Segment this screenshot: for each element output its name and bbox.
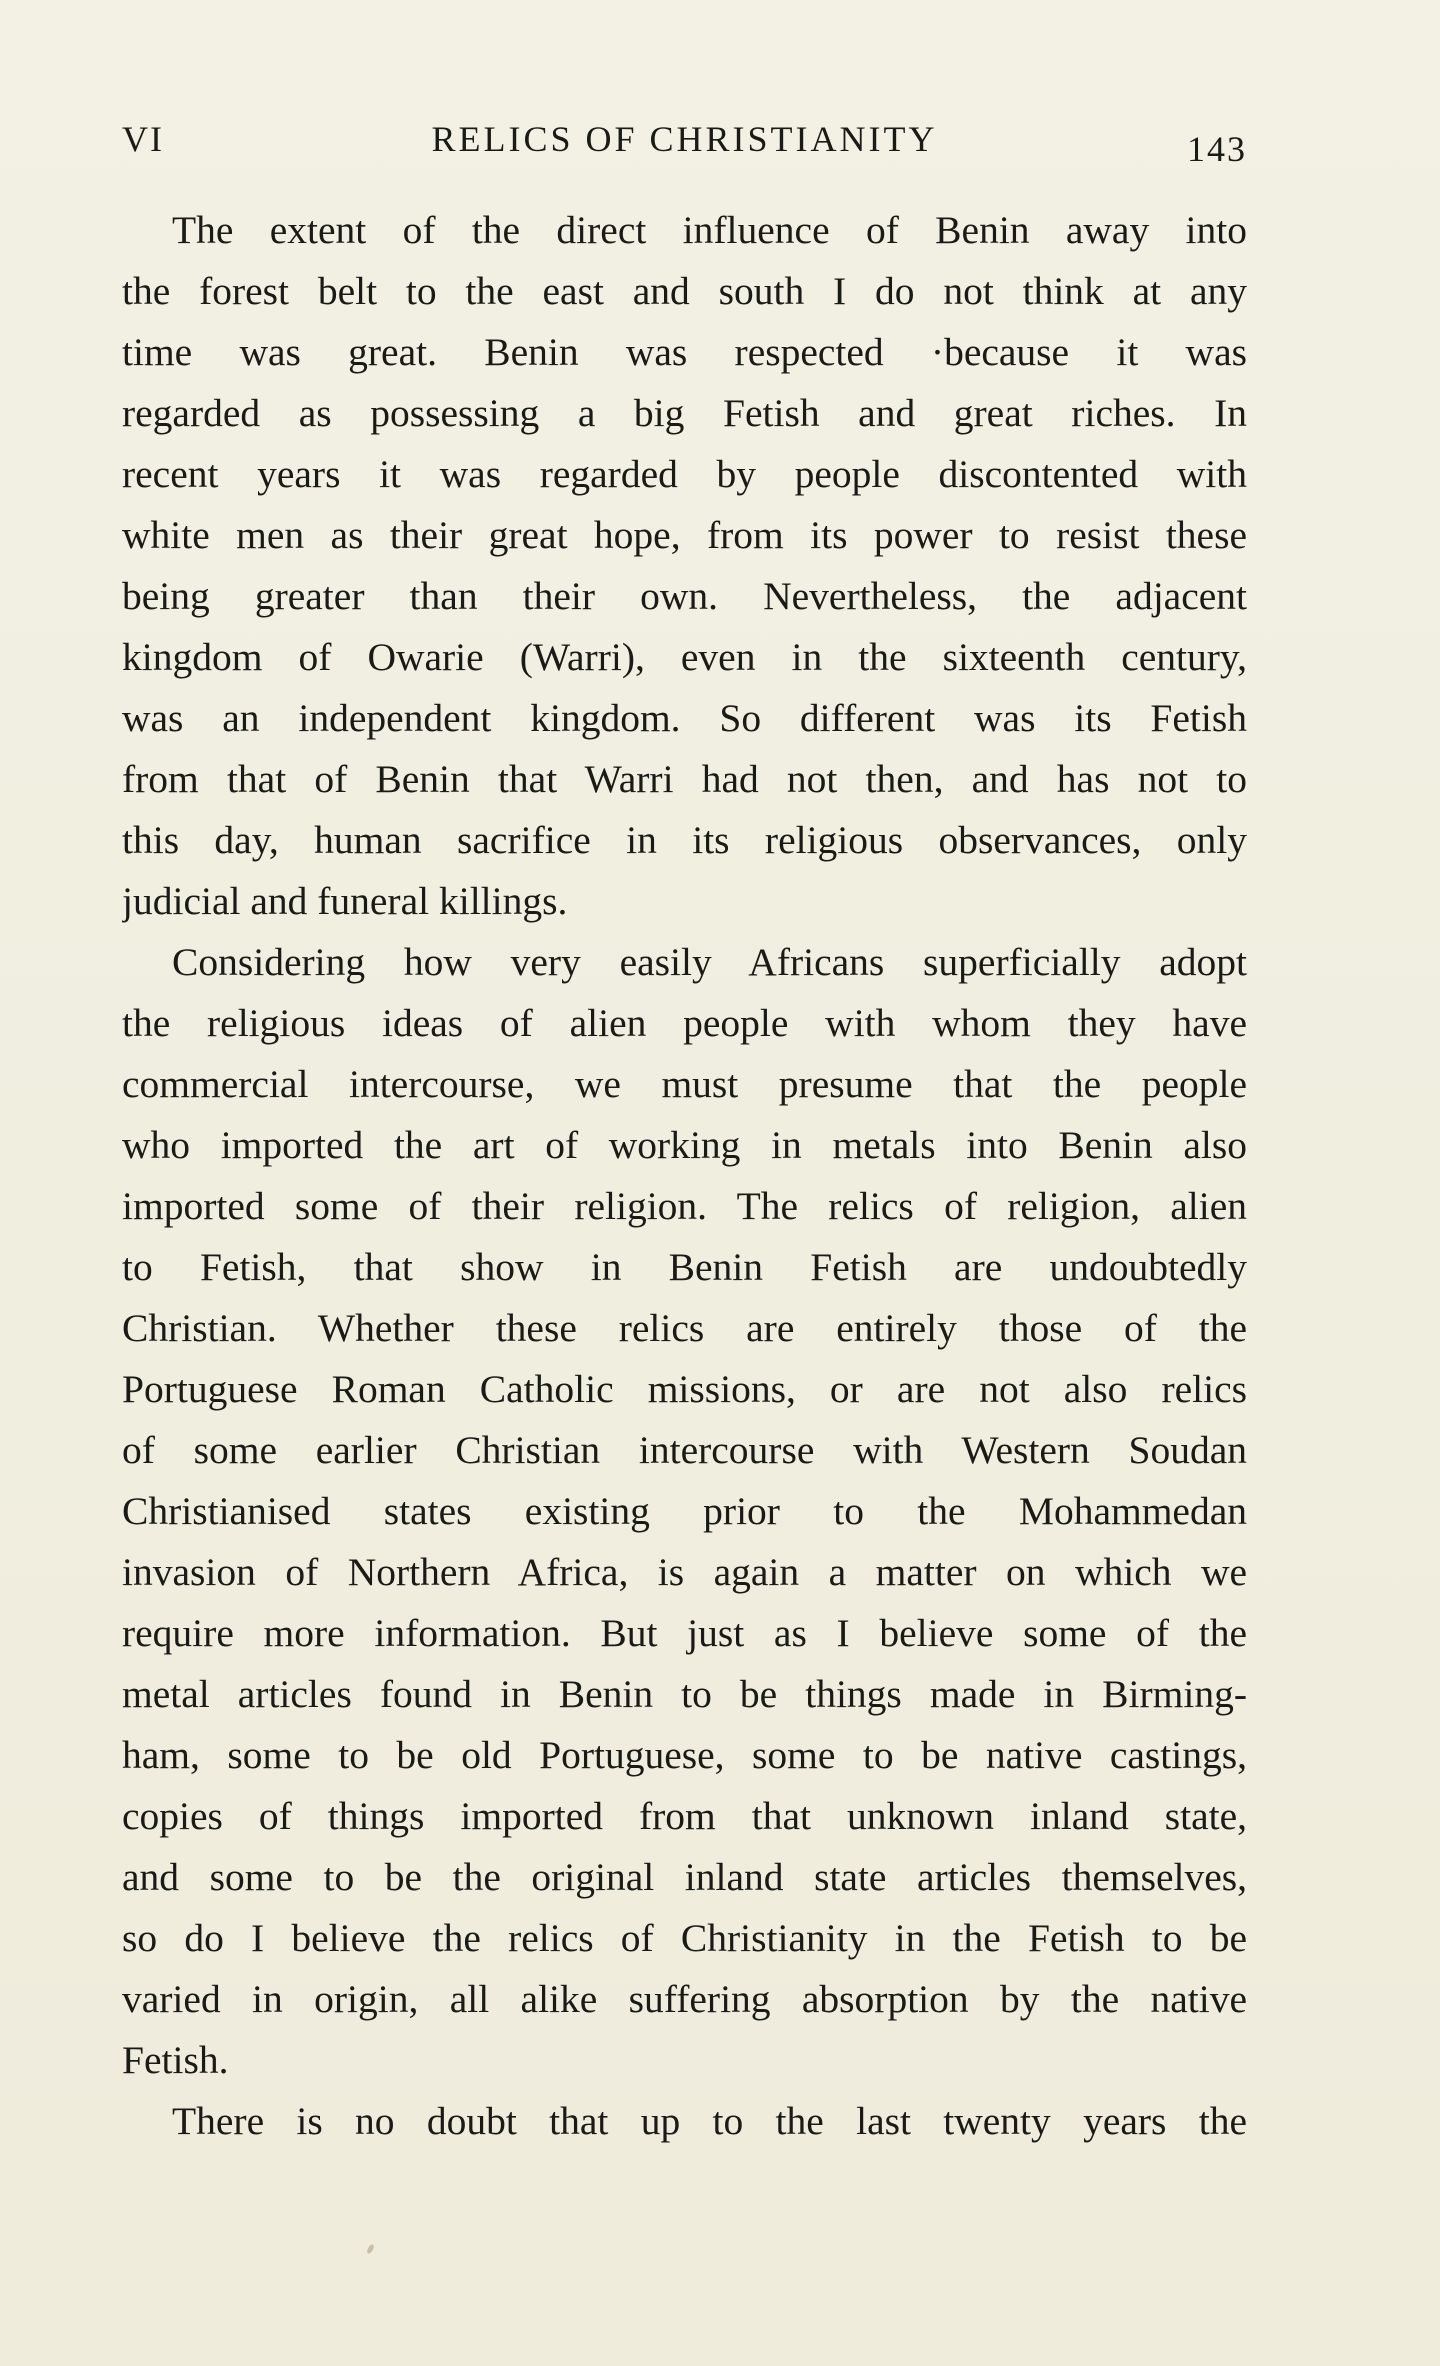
paper-speck bbox=[366, 2243, 375, 2254]
text-line: so do I believe the relics of Christianity in the Fetish to be bbox=[122, 1916, 1247, 1960]
running-head bbox=[122, 118, 1247, 168]
chapter-number: VI bbox=[122, 119, 164, 159]
text-line: the forest belt to the east and south I do not think at any bbox=[122, 269, 1247, 313]
text-line: recent years it was regarded by people discontented with bbox=[122, 452, 1247, 496]
text-line: varied in origin, all alike suffering absorption by the native bbox=[122, 1977, 1247, 2021]
text-line: The extent of the direct influence of Benin away into bbox=[172, 208, 1247, 252]
text-line: white men as their great hope, from its power to resist these bbox=[122, 513, 1247, 557]
text-line: commercial intercourse, we must presume that the people bbox=[122, 1062, 1247, 1106]
text-line: Fetish. bbox=[122, 2038, 229, 2082]
text-line: regarded as possessing a big Fetish and great riches. In bbox=[122, 391, 1247, 435]
text-line: imported some of their religion. The relics of religion, alien bbox=[122, 1184, 1247, 1228]
running-title: RELICS OF CHRISTIANITY bbox=[431, 119, 938, 159]
text-line: Considering how very easily Africans superficially adopt bbox=[172, 940, 1247, 984]
text-line: kingdom of Owarie (Warri), even in the sixteenth century, bbox=[122, 635, 1247, 679]
text-line: the religious ideas of alien people with whom they have bbox=[122, 1001, 1247, 1045]
text-line: invasion of Northern Africa, is again a matter on which we bbox=[122, 1550, 1247, 1594]
text-line: being greater than their own. Nevertheless, the adjacent bbox=[122, 574, 1247, 618]
text-line: metal articles found in Benin to be things made in Birming- bbox=[122, 1672, 1247, 1716]
text-line: ham, some to be old Portuguese, some to be native castings, bbox=[122, 1733, 1247, 1777]
text-line: time was great. Benin was respected ·because it was bbox=[122, 330, 1247, 374]
body-text bbox=[122, 200, 1247, 2152]
text-line: to Fetish, that show in Benin Fetish are undoubtedly bbox=[122, 1245, 1247, 1289]
text-line: and some to be the original inland state articles themselves, bbox=[122, 1855, 1247, 1899]
text-line: There is no doubt that up to the last twenty years the bbox=[172, 2099, 1247, 2143]
text-line: of some earlier Christian intercourse with Western Soudan bbox=[122, 1428, 1247, 1472]
text-line: this day, human sacrifice in its religious observances, only bbox=[122, 818, 1247, 862]
text-line: from that of Benin that Warri had not then, and has not to bbox=[122, 757, 1247, 801]
text-line: was an independent kingdom. So different was its Fetish bbox=[122, 696, 1247, 740]
text-line: who imported the art of working in metals into Benin also bbox=[122, 1123, 1247, 1167]
text-line: judicial and funeral killings. bbox=[122, 879, 568, 923]
text-line: Christianised states existing prior to the Mohammedan bbox=[122, 1489, 1247, 1533]
page-number: 143 bbox=[1187, 129, 1247, 169]
text-line: copies of things imported from that unknown inland state, bbox=[122, 1794, 1247, 1838]
text-line: Portuguese Roman Catholic missions, or are not also relics bbox=[122, 1367, 1247, 1411]
text-line: Christian. Whether these relics are entirely those of the bbox=[122, 1306, 1247, 1350]
text-line: require more information. But just as I believe some of the bbox=[122, 1611, 1247, 1655]
